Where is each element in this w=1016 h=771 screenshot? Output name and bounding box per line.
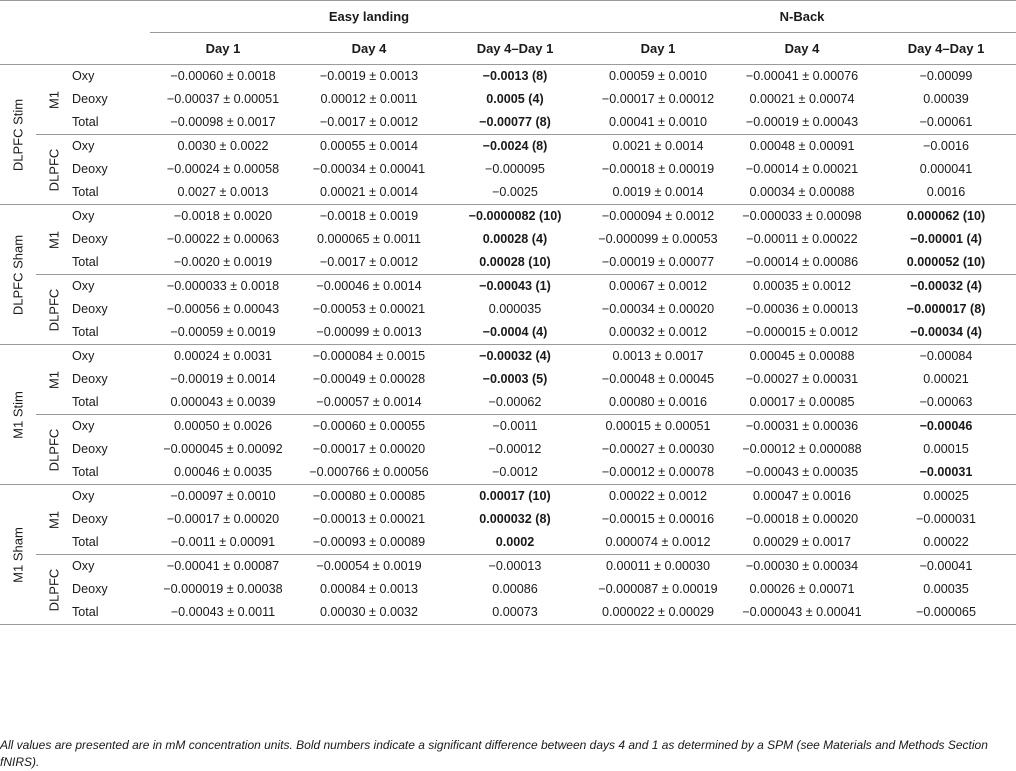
- value-cell: −0.00019 ± 0.0014: [170, 372, 276, 386]
- measure-label: Oxy: [72, 209, 95, 223]
- region-label: M1: [46, 90, 62, 109]
- measure-label: Deoxy: [72, 302, 108, 316]
- value-cell: −0.00056 ± 0.00043: [166, 302, 280, 316]
- value-cell: −0.00014 ± 0.00086: [745, 255, 859, 269]
- value-cell: 0.00050 ± 0.0026: [174, 419, 272, 433]
- value-cell: −0.00099 ± 0.0013: [316, 325, 422, 339]
- region-label: DLPFC: [46, 428, 62, 471]
- value-cell: 0.00022: [923, 535, 969, 549]
- value-cell: −0.0000082 (10): [468, 209, 562, 223]
- condition-label: M1 Stim: [10, 390, 26, 439]
- value-cell: 0.000074 ± 0.0012: [605, 535, 711, 549]
- value-cell: 0.0021 ± 0.0014: [612, 139, 704, 153]
- value-cell: −0.000766 ± 0.00056: [309, 465, 429, 479]
- table-row: [0, 531, 1016, 555]
- col-header-nb-day4: Day 4: [784, 41, 820, 56]
- value-cell: −0.000015 ± 0.0012: [745, 325, 859, 339]
- value-cell: −0.00018 ± 0.00020: [745, 512, 859, 526]
- measure-label: Oxy: [72, 69, 95, 83]
- col-header-el-day1: Day 1: [205, 41, 241, 56]
- measure-label: Deoxy: [72, 92, 108, 106]
- condition-label-cell: [0, 65, 36, 205]
- value-cell: −0.00077 (8): [479, 115, 551, 129]
- value-cell: −0.000017 (8): [906, 302, 986, 316]
- value-cell: 0.00080 ± 0.0016: [609, 395, 707, 409]
- value-cell: 0.0030 ± 0.0022: [177, 139, 269, 153]
- value-cell: −0.000033 ± 0.0018: [166, 279, 280, 293]
- value-cell: 0.0016: [926, 185, 966, 199]
- measure-label: Oxy: [72, 279, 95, 293]
- measure-label: Total: [72, 325, 99, 339]
- value-cell: 0.0002: [495, 535, 535, 549]
- table-row: [0, 181, 1016, 205]
- header-group-row: [0, 1, 1016, 33]
- table-row: [0, 321, 1016, 345]
- header-blank: [0, 1, 150, 33]
- value-cell: 0.000065 ± 0.0011: [316, 232, 422, 246]
- region-label: DLPFC: [46, 148, 62, 191]
- group-header-easy-landing: Easy landing: [150, 1, 588, 33]
- value-cell: 0.000022 ± 0.00029: [602, 605, 714, 619]
- condition-label-cell: [0, 205, 36, 345]
- value-cell: 0.00067 ± 0.0012: [609, 279, 707, 293]
- value-cell: −0.00030 ± 0.00034: [745, 559, 859, 573]
- table-row: [0, 578, 1016, 601]
- value-cell: −0.00061: [919, 115, 973, 129]
- value-cell: −0.00053 ± 0.00021: [312, 302, 426, 316]
- table-row: [0, 65, 1016, 89]
- col-header-nb-day1: Day 1: [640, 41, 676, 56]
- value-cell: 0.00024 ± 0.0031: [174, 349, 272, 363]
- measure-label: Oxy: [72, 349, 95, 363]
- table-row: [0, 438, 1016, 461]
- value-cell: −0.0012: [492, 465, 538, 479]
- value-cell: −0.0016: [923, 139, 969, 153]
- value-cell: −0.000084 ± 0.0015: [312, 349, 426, 363]
- value-cell: −0.00013: [488, 559, 542, 573]
- value-cell: 0.00055 ± 0.0014: [320, 139, 418, 153]
- table-row: [0, 345, 1016, 369]
- value-cell: 0.0019 ± 0.0014: [612, 185, 704, 199]
- value-cell: −0.00027 ± 0.00030: [601, 442, 715, 456]
- table-footnote: All values are presented are in mM concentration units. Bold numbers indicate a significant difference between days 4 and 1 as determined by a SPM (see Materials and Methods Section fNIRS).: [0, 738, 988, 769]
- value-cell: 0.00011 ± 0.00030: [605, 559, 711, 573]
- value-cell: −0.00043 (1): [479, 279, 551, 293]
- value-cell: 0.00041 ± 0.0010: [609, 115, 707, 129]
- value-cell: −0.00019 ± 0.00077: [601, 255, 715, 269]
- value-cell: −0.00034 (4): [910, 325, 982, 339]
- value-cell: −0.0019 ± 0.0013: [319, 69, 419, 83]
- value-cell: −0.00080 ± 0.00085: [312, 489, 426, 503]
- value-cell: 0.00048 ± 0.00091: [749, 139, 855, 153]
- table-row: [0, 298, 1016, 321]
- value-cell: −0.00059 ± 0.0019: [170, 325, 276, 339]
- value-cell: −0.00041: [919, 559, 973, 573]
- value-cell: 0.00017 ± 0.00085: [749, 395, 855, 409]
- value-cell: −0.00097 ± 0.0010: [170, 489, 276, 503]
- value-cell: 0.00012 ± 0.0011: [320, 92, 418, 106]
- value-cell: 0.00035: [923, 582, 969, 596]
- condition-label-cell: [0, 345, 36, 485]
- value-cell: 0.00021: [923, 372, 969, 386]
- value-cell: 0.00084 ± 0.0013: [320, 582, 418, 596]
- value-cell: −0.000095: [485, 162, 545, 176]
- value-cell: 0.0013 ± 0.0017: [612, 349, 704, 363]
- measure-label: Deoxy: [72, 512, 108, 526]
- measure-label: Total: [72, 395, 99, 409]
- value-cell: −0.00041 ± 0.00076: [745, 69, 859, 83]
- value-cell: −0.00017 ± 0.00020: [312, 442, 426, 456]
- value-cell: 0.00029 ± 0.0017: [753, 535, 851, 549]
- region-label-cell: [36, 65, 72, 135]
- value-cell: 0.00015: [923, 442, 969, 456]
- value-cell: −0.000033 ± 0.00098: [742, 209, 862, 223]
- col-header-el-diff: Day 4–Day 1: [476, 41, 554, 56]
- value-cell: −0.00012: [488, 442, 542, 456]
- measure-label: Oxy: [72, 489, 95, 503]
- table-row: [0, 415, 1016, 439]
- value-cell: −0.0020 ± 0.0019: [173, 255, 273, 269]
- value-cell: 0.00035 ± 0.0012: [753, 279, 851, 293]
- value-cell: −0.00012 ± 0.000088: [742, 442, 862, 456]
- region-label: DLPFC: [46, 288, 62, 331]
- table-body: [0, 65, 1016, 625]
- value-cell: −0.000087 ± 0.00019: [598, 582, 718, 596]
- table-row: [0, 485, 1016, 509]
- region-label: M1: [46, 510, 62, 529]
- value-cell: −0.0017 ± 0.0012: [319, 255, 419, 269]
- value-cell: −0.00018 ± 0.00019: [601, 162, 715, 176]
- table-row: [0, 368, 1016, 391]
- value-cell: −0.00063: [919, 395, 973, 409]
- value-cell: −0.00034 ± 0.00041: [312, 162, 426, 176]
- value-cell: −0.00057 ± 0.0014: [316, 395, 422, 409]
- value-cell: 0.00015 ± 0.00051: [605, 419, 711, 433]
- value-cell: −0.0017 ± 0.0012: [319, 115, 419, 129]
- value-cell: 0.00028 (10): [479, 255, 551, 269]
- value-cell: −0.00001 (4): [910, 232, 982, 246]
- table-row: [0, 391, 1016, 415]
- value-cell: −0.0003 (5): [482, 372, 548, 386]
- table-row: [0, 228, 1016, 251]
- value-cell: −0.00011 ± 0.00022: [746, 232, 858, 246]
- value-cell: −0.000099 ± 0.00053: [598, 232, 718, 246]
- value-cell: −0.00093 ± 0.00089: [312, 535, 426, 549]
- value-cell: −0.0011: [492, 419, 538, 433]
- value-cell: 0.00034 ± 0.00088: [749, 185, 855, 199]
- region-label: DLPFC: [46, 568, 62, 611]
- table-row: [0, 158, 1016, 181]
- value-cell: −0.00032 (4): [479, 349, 551, 363]
- measure-label: Oxy: [72, 559, 95, 573]
- table-row: [0, 205, 1016, 229]
- value-cell: −0.0024 (8): [482, 139, 548, 153]
- value-cell: −0.00017 ± 0.00012: [601, 92, 715, 106]
- value-cell: 0.00022 ± 0.0012: [609, 489, 707, 503]
- value-cell: −0.00049 ± 0.00028: [312, 372, 426, 386]
- value-cell: −0.00098 ± 0.0017: [170, 115, 276, 129]
- value-cell: 0.0005 (4): [486, 92, 544, 106]
- value-cell: 0.00073: [492, 605, 538, 619]
- value-cell: −0.00031 ± 0.00036: [745, 419, 859, 433]
- value-cell: −0.00012 ± 0.00078: [601, 465, 715, 479]
- value-cell: −0.00037 ± 0.00051: [166, 92, 280, 106]
- value-cell: −0.00062: [488, 395, 542, 409]
- measure-label: Total: [72, 185, 99, 199]
- table-row: [0, 251, 1016, 275]
- table-row: [0, 88, 1016, 111]
- value-cell: −0.00099: [919, 69, 973, 83]
- col-header-el-day4: Day 4: [351, 41, 387, 56]
- value-cell: −0.000094 ± 0.0012: [601, 209, 715, 223]
- value-cell: −0.00013 ± 0.00021: [312, 512, 426, 526]
- value-cell: −0.0018 ± 0.0020: [173, 209, 273, 223]
- condition-label-cell: [0, 485, 36, 625]
- value-cell: −0.00022 ± 0.00063: [166, 232, 280, 246]
- value-cell: −0.0025: [492, 185, 538, 199]
- value-cell: 0.0027 ± 0.0013: [177, 185, 269, 199]
- value-cell: 0.00021 ± 0.0014: [320, 185, 418, 199]
- value-cell: −0.00031: [919, 465, 973, 479]
- value-cell: 0.00086: [492, 582, 538, 596]
- region-label-cell: [36, 485, 72, 555]
- region-label-cell: [36, 205, 72, 275]
- table-row: [0, 555, 1016, 579]
- table-row: [0, 135, 1016, 159]
- measure-label: Total: [72, 605, 99, 619]
- measure-label: Total: [72, 535, 99, 549]
- col-header-nb-diff: Day 4–Day 1: [907, 41, 985, 56]
- table-row: [0, 111, 1016, 135]
- value-cell: −0.0013 (8): [482, 69, 548, 83]
- measure-label: Oxy: [72, 419, 95, 433]
- value-cell: −0.000065: [916, 605, 976, 619]
- measure-label: Deoxy: [72, 442, 108, 456]
- value-cell: −0.00043 ± 0.00035: [745, 465, 859, 479]
- value-cell: 0.00039: [923, 92, 969, 106]
- value-cell: 0.000032 (8): [479, 512, 551, 526]
- value-cell: −0.000019 ± 0.00038: [163, 582, 283, 596]
- region-label-cell: [36, 275, 72, 345]
- measure-label: Total: [72, 115, 99, 129]
- value-cell: −0.000031: [916, 512, 976, 526]
- value-cell: −0.00060 ± 0.00055: [312, 419, 426, 433]
- value-cell: 0.00046 ± 0.0035: [174, 465, 272, 479]
- value-cell: 0.00045 ± 0.00088: [749, 349, 855, 363]
- measure-label: Total: [72, 465, 99, 479]
- value-cell: 0.000052 (10): [906, 255, 986, 269]
- header-blank-2: [0, 33, 150, 65]
- region-label-cell: [36, 345, 72, 415]
- table-row: [0, 275, 1016, 299]
- value-cell: 0.00028 (4): [482, 232, 548, 246]
- measure-label: Deoxy: [72, 162, 108, 176]
- value-cell: −0.00032 (4): [910, 279, 982, 293]
- measure-label: Deoxy: [72, 372, 108, 386]
- value-cell: −0.00034 ± 0.00020: [601, 302, 715, 316]
- value-cell: −0.00084: [919, 349, 973, 363]
- value-cell: −0.00027 ± 0.00031: [745, 372, 859, 386]
- measure-label: Total: [72, 255, 99, 269]
- value-cell: 0.000062 (10): [906, 209, 986, 223]
- value-cell: 0.00021 ± 0.00074: [749, 92, 855, 106]
- value-cell: −0.000045 ± 0.00092: [163, 442, 283, 456]
- value-cell: −0.0018 ± 0.0019: [319, 209, 419, 223]
- value-cell: 0.00059 ± 0.0010: [609, 69, 707, 83]
- value-cell: −0.00024 ± 0.00058: [166, 162, 280, 176]
- table-row: [0, 601, 1016, 625]
- value-cell: −0.00017 ± 0.00020: [166, 512, 280, 526]
- condition-label: DLPFC Sham: [10, 234, 26, 315]
- condition-label: DLPFC Stim: [10, 98, 26, 171]
- region-label-cell: [36, 415, 72, 485]
- table-row: [0, 461, 1016, 485]
- region-label: M1: [46, 370, 62, 389]
- value-cell: 0.00017 (10): [479, 489, 551, 503]
- value-cell: −0.00048 ± 0.00045: [601, 372, 715, 386]
- value-cell: −0.0004 (4): [482, 325, 548, 339]
- region-label-cell: [36, 135, 72, 205]
- measure-label: Oxy: [72, 139, 95, 153]
- value-cell: 0.000043 ± 0.0039: [170, 395, 276, 409]
- value-cell: −0.0011 ± 0.00091: [170, 535, 276, 549]
- value-cell: 0.00032 ± 0.0012: [609, 325, 707, 339]
- value-cell: −0.00041 ± 0.00087: [166, 559, 280, 573]
- value-cell: 0.00030 ± 0.0032: [320, 605, 418, 619]
- value-cell: −0.00060 ± 0.0018: [170, 69, 276, 83]
- value-cell: −0.00054 ± 0.0019: [316, 559, 422, 573]
- measure-label: Deoxy: [72, 582, 108, 596]
- header-column-row: [0, 33, 1016, 65]
- value-cell: 0.00047 ± 0.0016: [753, 489, 851, 503]
- group-header-n-back: N-Back: [588, 1, 1016, 33]
- value-cell: −0.00046 ± 0.0014: [316, 279, 422, 293]
- value-cell: −0.00019 ± 0.00043: [745, 115, 859, 129]
- value-cell: −0.00015 ± 0.00016: [601, 512, 715, 526]
- value-cell: 0.000035: [488, 302, 542, 316]
- value-cell: −0.00036 ± 0.00013: [745, 302, 859, 316]
- value-cell: −0.000043 ± 0.00041: [742, 605, 862, 619]
- region-label: M1: [46, 230, 62, 249]
- value-cell: 0.00026 ± 0.00071: [749, 582, 855, 596]
- measure-label: Deoxy: [72, 232, 108, 246]
- value-cell: −0.00046: [919, 419, 973, 433]
- value-cell: −0.00014 ± 0.00021: [745, 162, 859, 176]
- value-cell: −0.00043 ± 0.0011: [170, 605, 276, 619]
- value-cell: 0.000041: [919, 162, 973, 176]
- condition-label: M1 Sham: [10, 526, 26, 583]
- region-label-cell: [36, 555, 72, 625]
- value-cell: 0.00025: [923, 489, 969, 503]
- table-row: [0, 508, 1016, 531]
